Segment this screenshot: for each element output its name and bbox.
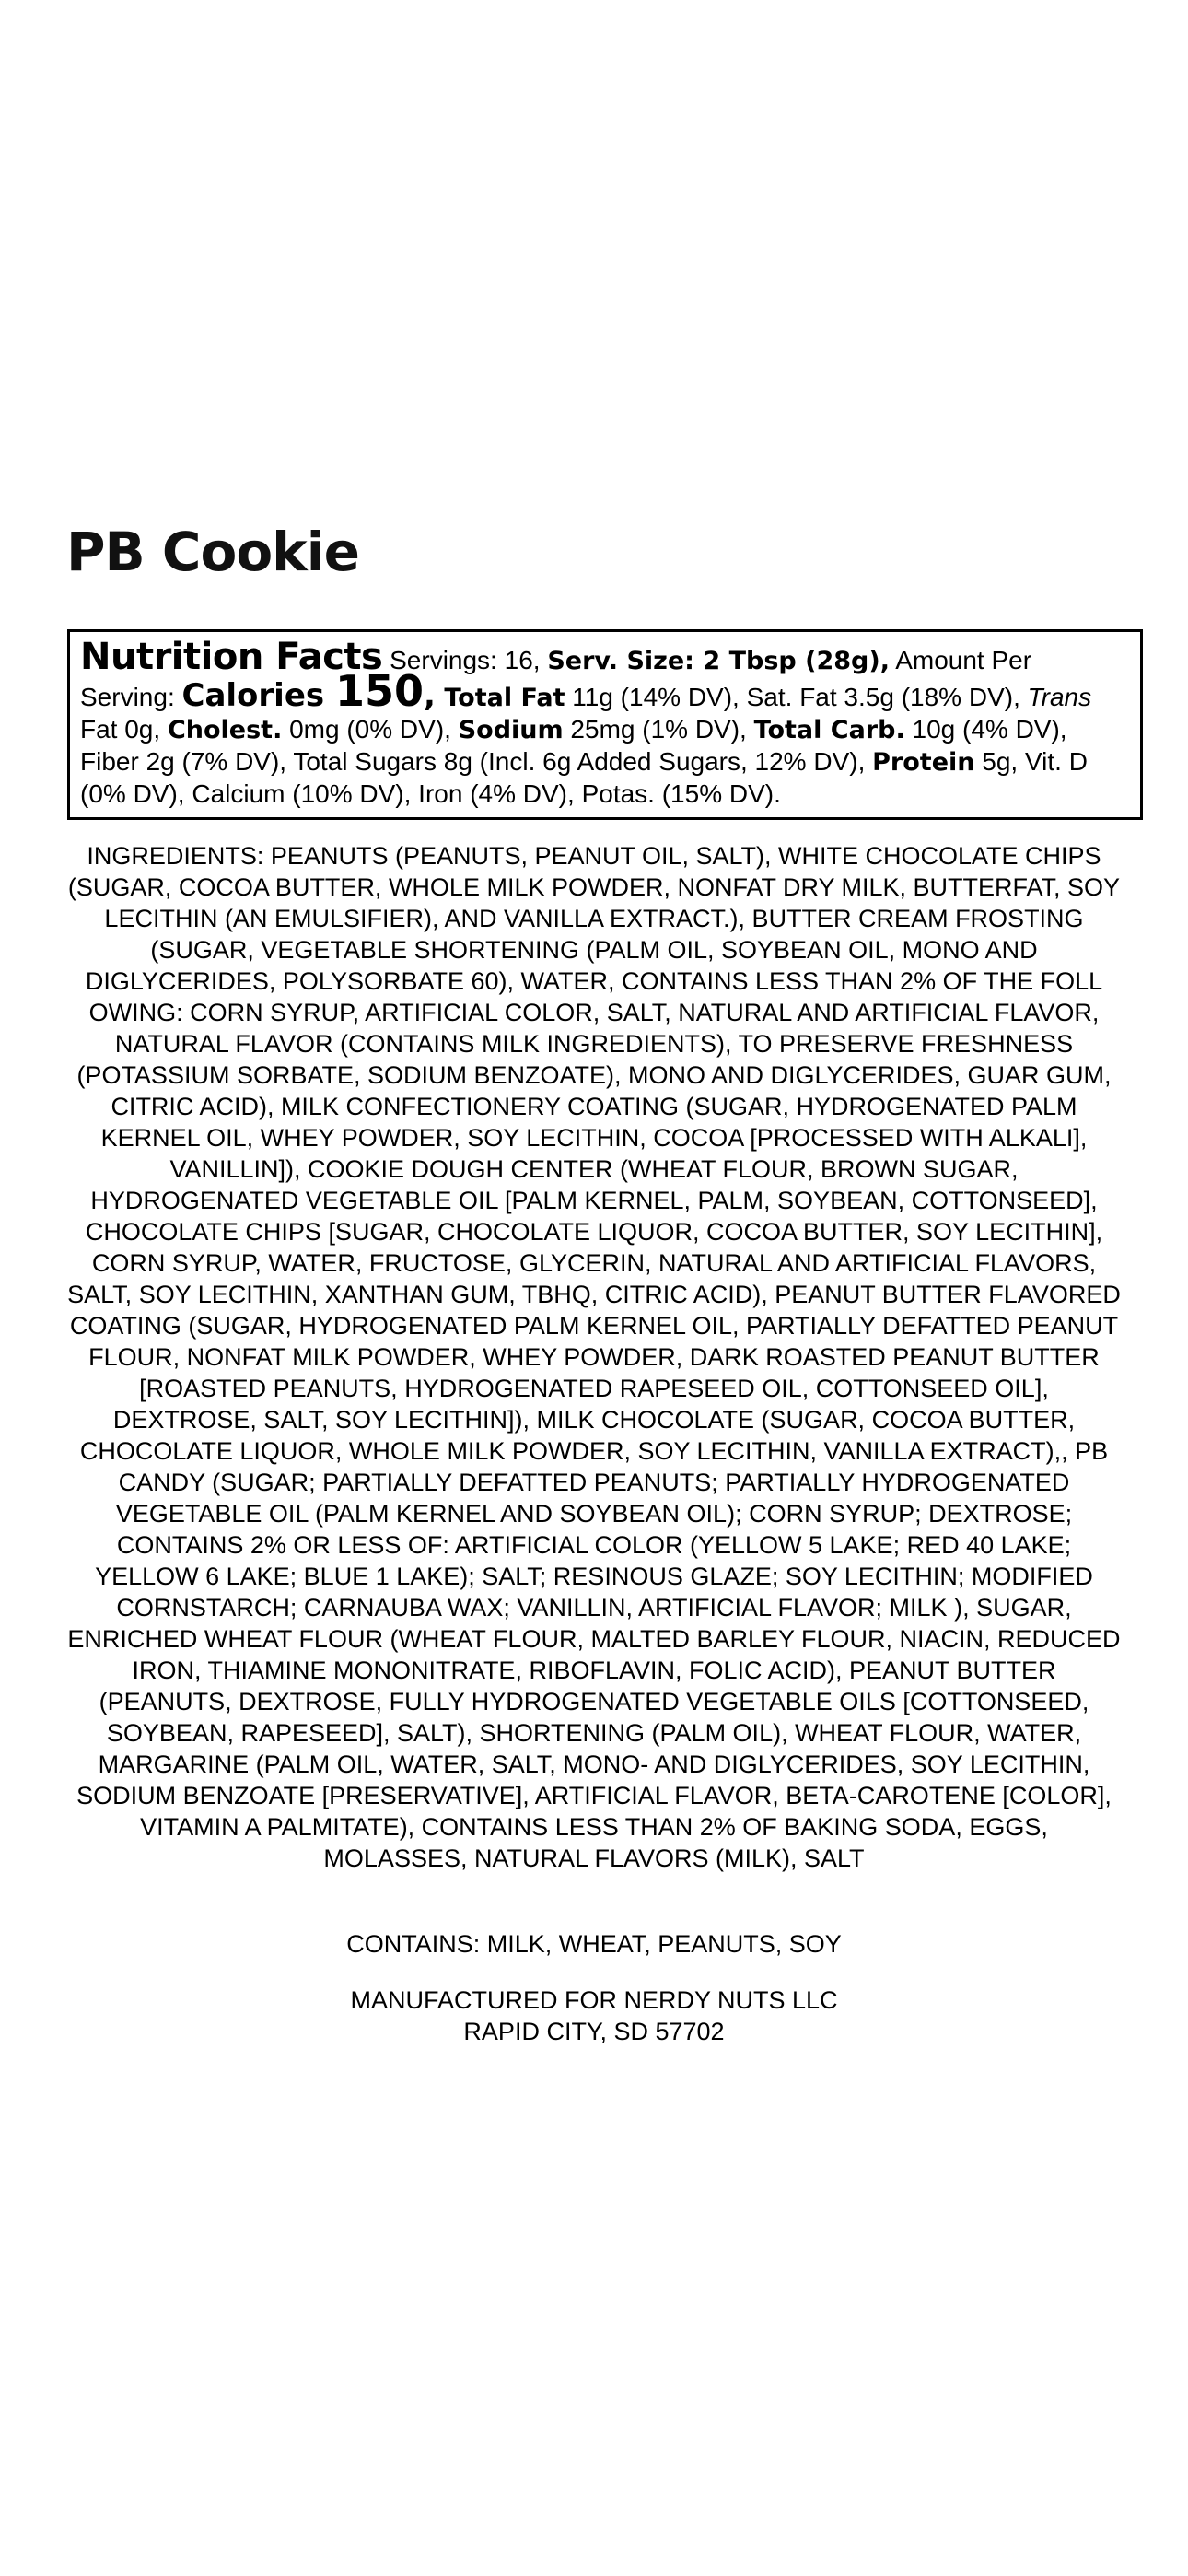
servings-text: Servings: 16, [382, 646, 548, 674]
nutrition-facts-text [80, 636, 1130, 810]
total-carb-value: 10g (4% DV), Fiber 2g (7% DV), Total Sugars 8g (Incl. 6g Added Sugars, 12% DV), [80, 715, 1067, 776]
product-title: PB Cookie [66, 521, 359, 583]
amount-per-serving-text: Amount Per Serving: [80, 646, 1032, 711]
sodium-value: 25mg (1% DV), [563, 715, 754, 744]
calories-value: 150 [334, 666, 424, 716]
protein-label: Protein [872, 748, 975, 777]
trans-fat-value: Fat 0g, [80, 715, 168, 744]
manufacturer-name: MANUFACTURED FOR NERDY NUTS LLC [350, 1986, 838, 2014]
total-carb-label: Total Carb. [753, 716, 905, 744]
manufacturer-address: RAPID CITY, SD 57702 [463, 2018, 725, 2045]
manufacturer-info [66, 1985, 1122, 2047]
allergen-statement: CONTAINS: MILK, WHEAT, PEANUTS, SOY [346, 1930, 842, 1958]
ingredients-list: INGREDIENTS: PEANUTS (PEANUTS, PEANUT OIL, SALT), WHITE CHOCOLATE CHIPS (SUGAR, COCOA BUTTER, WHOLE MILK POWDER, NONFAT DRY MILK, BUTTERFAT, SOY LECITHIN (AN EMULSIFIER), AND VANILLA EXTRACT.), BUTTER CREAM FROSTING (SUGAR, VEGETABLE SHORTENING (PALM OIL, SOYBEAN OIL, MONO AND DIGLYCERIDES, POLYSORBATE 60), WATER, CONTAINS LESS THAN 2% OF THE FOLL OWING: CORN SYRUP, ARTIFICIAL COLOR, SALT, NATURAL AND ARTIFICIAL FLAVOR, NATURAL FLAVOR (CONTAINS MILK INGREDIENTS), TO PRESERVE FRESHNESS (POTASSIUM SORBATE, SODIUM BENZOATE), MONO AND DIGLYCERIDES, GUAR GUM, CITRIC ACID), MILK CONFECTIONERY COATING (SUGAR, HYDROGENATED PALM KERNEL OIL, WHEY POWDER, SOY LECITHIN, COCOA [PROCESSED WITH ALKALI], VANILLIN]), COOKIE DOUGH CENTER (WHEAT FLOUR, BROWN SUGAR, HYDROGENATED VEGETABLE OIL [PALM KERNEL, PALM, SOYBEAN, COTTONSEED], CHOCOLATE CHIPS [SUGAR, CHOCOLATE LIQUOR, COCOA BUTTER, SOY LECITHIN], CORN SYRUP, WATER, FRUCTOSE, GLYCERIN, NATURAL AND ARTIFICIAL FLAVORS, SALT, SOY LECITHIN, XANTHAN GUM, TBHQ, CITRIC ACID), PEANUT BUTTER FLAVORED COATING (SUGAR, HYDROGENATED PALM KERNEL OIL, PARTIALLY DEFATTED PEANUT FLOUR, NONFAT MILK POWDER, WHEY POWDER, DARK ROASTED PEANUT BUTTER [ROASTED PEANUTS, HYDROGENATED RAPESEED OIL, COTTONSEED OIL], DEXTROSE, SALT, SOY LECITHIN]), MILK CHOCOLATE (SUGAR, COCOA BUTTER, CHOCOLATE LIQUOR, WHOLE MILK POWDER, SOY LECITHIN, VANILLA EXTRACT),, PB CANDY (SUGAR; PARTIALLY DEFATTED PEANUTS; PARTIALLY HYDROGENATED VEGETABLE OIL (PALM KERNEL AND SOYBEAN OIL); CORN SYRUP; DEXTROSE; CONTAINS 2% OR LESS OF: ARTIFICIAL COLOR (YELLOW 5 LAKE; RED 40 LAKE; YELLOW 6 LAKE; BLUE 1 LAKE); SALT; RESINOUS GLAZE; SOY LECITHIN; MODIFIED CORNSTARCH; CARNAUBA WAX; VANILLIN, ARTIFICIAL FLAVOR; MILK ), SUGAR, ENRICHED WHEAT FLOUR (WHEAT FLOUR, MALTED BARLEY FLOUR, NIACIN, REDUCED IRON, THIAMINE MONONITRATE, RIBOFLAVIN, FOLIC ACID), PEANUT BUTTER (PEANUTS, DEXTROSE, FULLY HYDROGENATED VEGETABLE OILS [COTTONSEED, SOYBEAN, RAPESEED], SALT), SHORTENING (PALM OIL), WHEAT FLOUR, WATER, MARGARINE (PALM OIL, WATER, SALT, MONO- AND DIGLYCERIDES, SOY LECITHIN, SODIUM BENZOATE [PRESERVATIVE], ARTIFICIAL FLAVOR, BETA-CAROTENE [COLOR], VITAMIN A PALMITATE), CONTAINS LESS THAN 2% OF BAKING SODA, EGGS, MOLASSES, NATURAL FLAVORS (MILK), SALT [67, 842, 1121, 1872]
trans-fat-label: Trans [1027, 683, 1092, 711]
nutrition-facts-heading: Nutrition Facts [80, 636, 383, 678]
total-fat-value: 11g (14% DV), Sat. Fat 3.5g (18% DV), [565, 683, 1028, 711]
serving-size-text: Serv. Size: 2 Tbsp (28g), [547, 647, 890, 675]
calories-label: Calories [181, 677, 335, 714]
protein-value: 5g, Vit. D (0% DV), Calcium (10% DV), Iron (4% DV), Potas. (15% DV). [80, 747, 1088, 808]
calories-comma: , [424, 677, 436, 714]
cholesterol-label: Cholest. [167, 716, 283, 744]
sodium-label: Sodium [458, 716, 564, 744]
nutrition-facts-panel [67, 629, 1143, 820]
total-fat-label: Total Fat [435, 684, 565, 712]
cholesterol-value: 0mg (0% DV), [282, 715, 459, 744]
